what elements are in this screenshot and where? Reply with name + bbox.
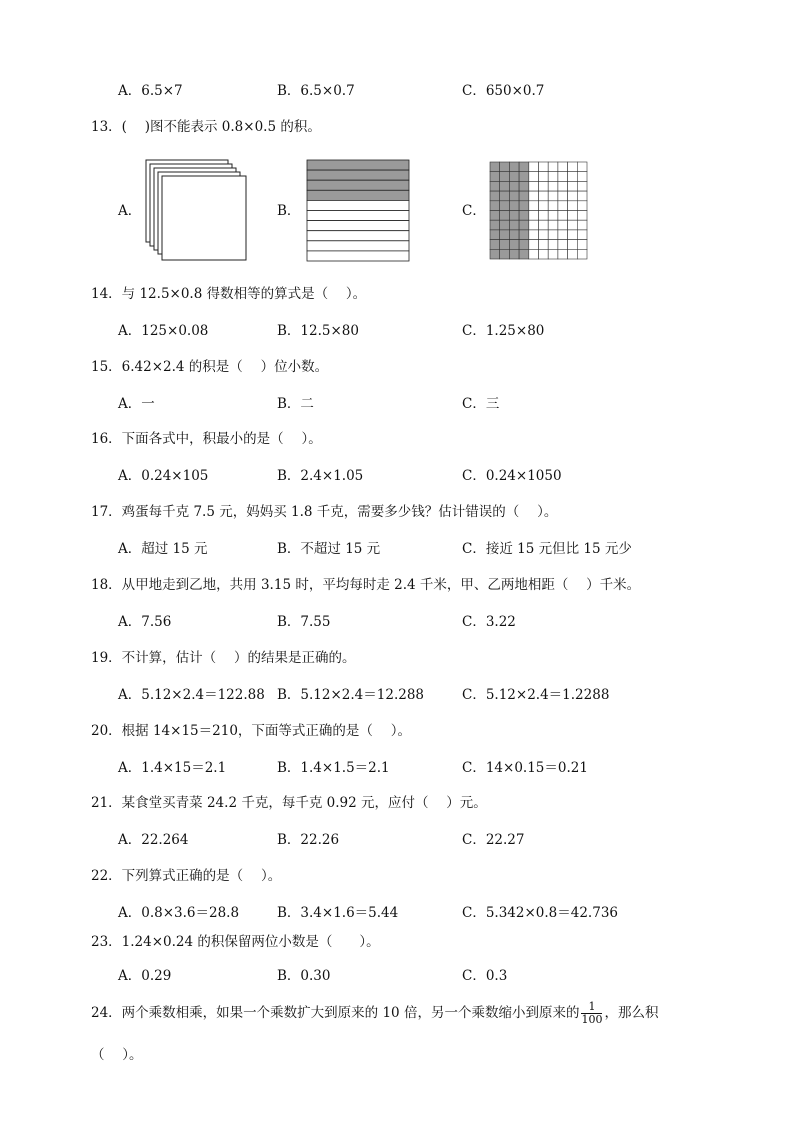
grid-cell [577,162,587,172]
q22-option-a: A．0.8×3.6＝28.8 [118,905,240,921]
grid-cell [558,162,568,172]
grid-cell [548,172,558,182]
grid-cell [568,162,578,172]
grid-cell [490,162,500,172]
q13-figure-hundred-grid [489,161,588,261]
q14-option-c: C．1.25×80 [462,323,545,339]
grid-cell [490,191,500,201]
grid-cell [558,220,568,230]
q19-question: 19．不计算，估计（ ）的结果是正确的。 [91,650,356,666]
grid-cell [548,191,558,201]
q13-figure-striped-rectangle [306,159,410,262]
grid-cell [500,172,510,182]
q23-option-c: C．0.3 [462,968,508,984]
grid-cell [519,230,529,240]
q14-option-b: B．12.5×80 [277,323,359,339]
grid-cell [509,249,519,259]
grid-cell [539,201,549,211]
grid-cell [577,240,587,250]
bar-row [307,211,409,221]
grid-cell [577,191,587,201]
grid-cell [539,181,549,191]
grid-cell [490,172,500,182]
grid-cell [577,201,587,211]
grid-cell [519,162,529,172]
grid-cell [500,191,510,201]
q21-option-a: A．22.264 [118,832,189,848]
grid-cell [519,201,529,211]
q17-option-a: A．超过 15 元 [118,541,208,557]
q23-option-a: A．0.29 [118,968,172,984]
bar-row [307,221,409,231]
grid-cell [509,181,519,191]
grid-cell [529,230,539,240]
grid-cell [577,181,587,191]
q19-option-c: C．5.12×2.4＝1.2288 [462,687,610,703]
q15-question: 15．6.42×2.4 的积是（ ）位小数。 [91,359,329,375]
grid-cell [529,249,539,259]
grid-cell [529,172,539,182]
grid-cell [490,249,500,259]
grid-cell [548,211,558,221]
q19-option-b: B．5.12×2.4＝12.288 [277,687,424,703]
grid-cell [539,240,549,250]
grid-cell [568,201,578,211]
grid-cell [558,172,568,182]
grid-cell [500,240,510,250]
grid-cell [548,220,558,230]
bar-row [307,170,409,180]
grid-cell [519,181,529,191]
q13-option-c: C． [462,203,486,219]
grid-cell [568,211,578,221]
grid-cell [558,240,568,250]
grid-cell [490,181,500,191]
grid-cell [577,211,587,221]
bar-row [307,241,409,251]
grid-cell [539,220,549,230]
grid-cell [500,211,510,221]
grid-cell [529,181,539,191]
q24-fraction-denominator: 100 [581,1013,603,1026]
q15-option-a: A．一 [118,396,155,412]
q17-question: 17．鸡蛋每千克 7.5 元，妈妈买 1.8 千克，需要多少钱？估计错误的（ ）。 [91,504,558,520]
bar-row [307,200,409,210]
q13-question: 13．( )图不能表示 0.8×0.5 的积。 [91,119,321,135]
q24-question-line2: （ ）。 [91,1047,143,1063]
grid-cell [577,220,587,230]
q24-text-before: 24．两个乘数相乘，如果一个乘数扩大到原来的 10 倍，另一个乘数缩小到原来的 [91,1005,580,1021]
q16-question: 16．下面各式中，积最小的是（ ）。 [91,431,322,447]
grid-cell [548,230,558,240]
grid-cell [558,201,568,211]
bar-row [307,231,409,241]
q21-option-b: B．22.26 [277,832,340,848]
q18-option-b: B．7.55 [277,614,331,630]
q15-option-c: C．三 [462,396,500,412]
q22-question: 22．下列算式正确的是（ ）。 [91,868,282,884]
grid-cell [490,230,500,240]
grid-cell [568,181,578,191]
q22-option-c: C．5.342×0.8＝42.736 [462,905,618,921]
grid-cell [548,249,558,259]
grid-cell [548,240,558,250]
grid-cell [548,162,558,172]
q21-option-c: C．22.27 [462,832,525,848]
grid-cell [529,211,539,221]
q14-option-a: A．125×0.08 [118,323,209,339]
grid-cell [568,172,578,182]
grid-cell [568,240,578,250]
grid-cell [500,201,510,211]
grid-cell [519,249,529,259]
bar-row [307,251,409,261]
grid-cell [509,201,519,211]
grid-cell [539,172,549,182]
q22-option-b: B．3.4×1.6＝5.44 [277,905,399,921]
q19-option-a: A．5.12×2.4＝122.88 [118,687,265,703]
q20-option-b: B．1.4×1.5＝2.1 [277,760,390,776]
grid-cell [539,230,549,240]
grid-cell [568,220,578,230]
q23-option-b: B．0.30 [277,968,331,984]
grid-cell [558,191,568,201]
q13-figure-stacked-squares [140,156,255,266]
grid-cell [529,240,539,250]
grid-cell [519,240,529,250]
q17-option-c: C．接近 15 元但比 15 元少 [462,541,632,557]
bar-row [307,190,409,200]
grid-cell [500,249,510,259]
grid-cell [577,172,587,182]
q16-option-a: A．0.24×105 [118,468,209,484]
grid-cell [529,191,539,201]
q20-question: 20．根据 14×15＝210，下面等式正确的是（ ）。 [91,723,411,739]
q24-fraction [581,1001,602,1026]
grid-cell [500,181,510,191]
q13-option-a: A． [118,203,142,219]
grid-cell [558,230,568,240]
grid-cell [500,230,510,240]
q12-option-a: A．6.5×7 [118,83,183,99]
q12-option-b: B．6.5×0.7 [277,83,355,99]
grid-cell [509,240,519,250]
grid-cell [490,220,500,230]
grid-cell [539,191,549,201]
q18-question: 18．从甲地走到乙地，共用 3.15 时，平均每时走 2.4 千米，甲、乙两地相距（ ）千米。 [91,577,641,593]
grid-cell [509,172,519,182]
q16-option-b: B．2.4×1.05 [277,468,364,484]
grid-cell [509,230,519,240]
grid-cell [509,211,519,221]
q12-option-c: C．650×0.7 [462,83,545,99]
grid-cell [500,220,510,230]
grid-cell [539,211,549,221]
grid-cell [490,211,500,221]
grid-cell [509,162,519,172]
grid-cell [529,162,539,172]
grid-cell [577,249,587,259]
grid-cell [548,201,558,211]
q13-option-b: B． [277,203,301,219]
q15-option-b: B．二 [277,396,314,412]
q21-question: 21．某食堂买青菜 24.2 千克，每千克 0.92 元，应付（ ）元。 [91,795,487,811]
q18-option-c: C．3.22 [462,614,516,630]
q24-fraction-numerator: 1 [581,1001,602,1014]
q20-option-c: C．14×0.15＝0.21 [462,760,588,776]
grid-cell [490,240,500,250]
q20-option-a: A．1.4×15＝2.1 [118,760,227,776]
grid-cell [509,191,519,201]
q17-option-b: B．不超过 15 元 [277,541,381,557]
grid-cell [577,230,587,240]
grid-cell [490,201,500,211]
q14-question: 14．与 12.5×0.8 得数相等的算式是（ ）。 [91,286,367,302]
grid-cell [519,191,529,201]
q16-option-c: C．0.24×1050 [462,468,562,484]
grid-cell [568,249,578,259]
bar-row [307,180,409,190]
q18-option-a: A．7.56 [118,614,172,630]
grid-cell [519,172,529,182]
grid-cell [529,201,539,211]
bar-row [307,160,409,170]
q24-text-after: ，那么积 [604,1005,659,1021]
grid-cell [539,162,549,172]
grid-cell [568,191,578,201]
grid-cell [519,211,529,221]
grid-cell [539,249,549,259]
grid-cell [548,181,558,191]
grid-cell [568,230,578,240]
q23-question: 23．1.24×0.24 的积保留两位小数是（ ）。 [91,934,380,950]
grid-cell [509,220,519,230]
grid-cell [519,220,529,230]
grid-cell [558,211,568,221]
grid-cell [529,220,539,230]
grid-cell [558,249,568,259]
grid-cell [500,162,510,172]
q24-question [91,998,658,1028]
grid-cell [558,181,568,191]
